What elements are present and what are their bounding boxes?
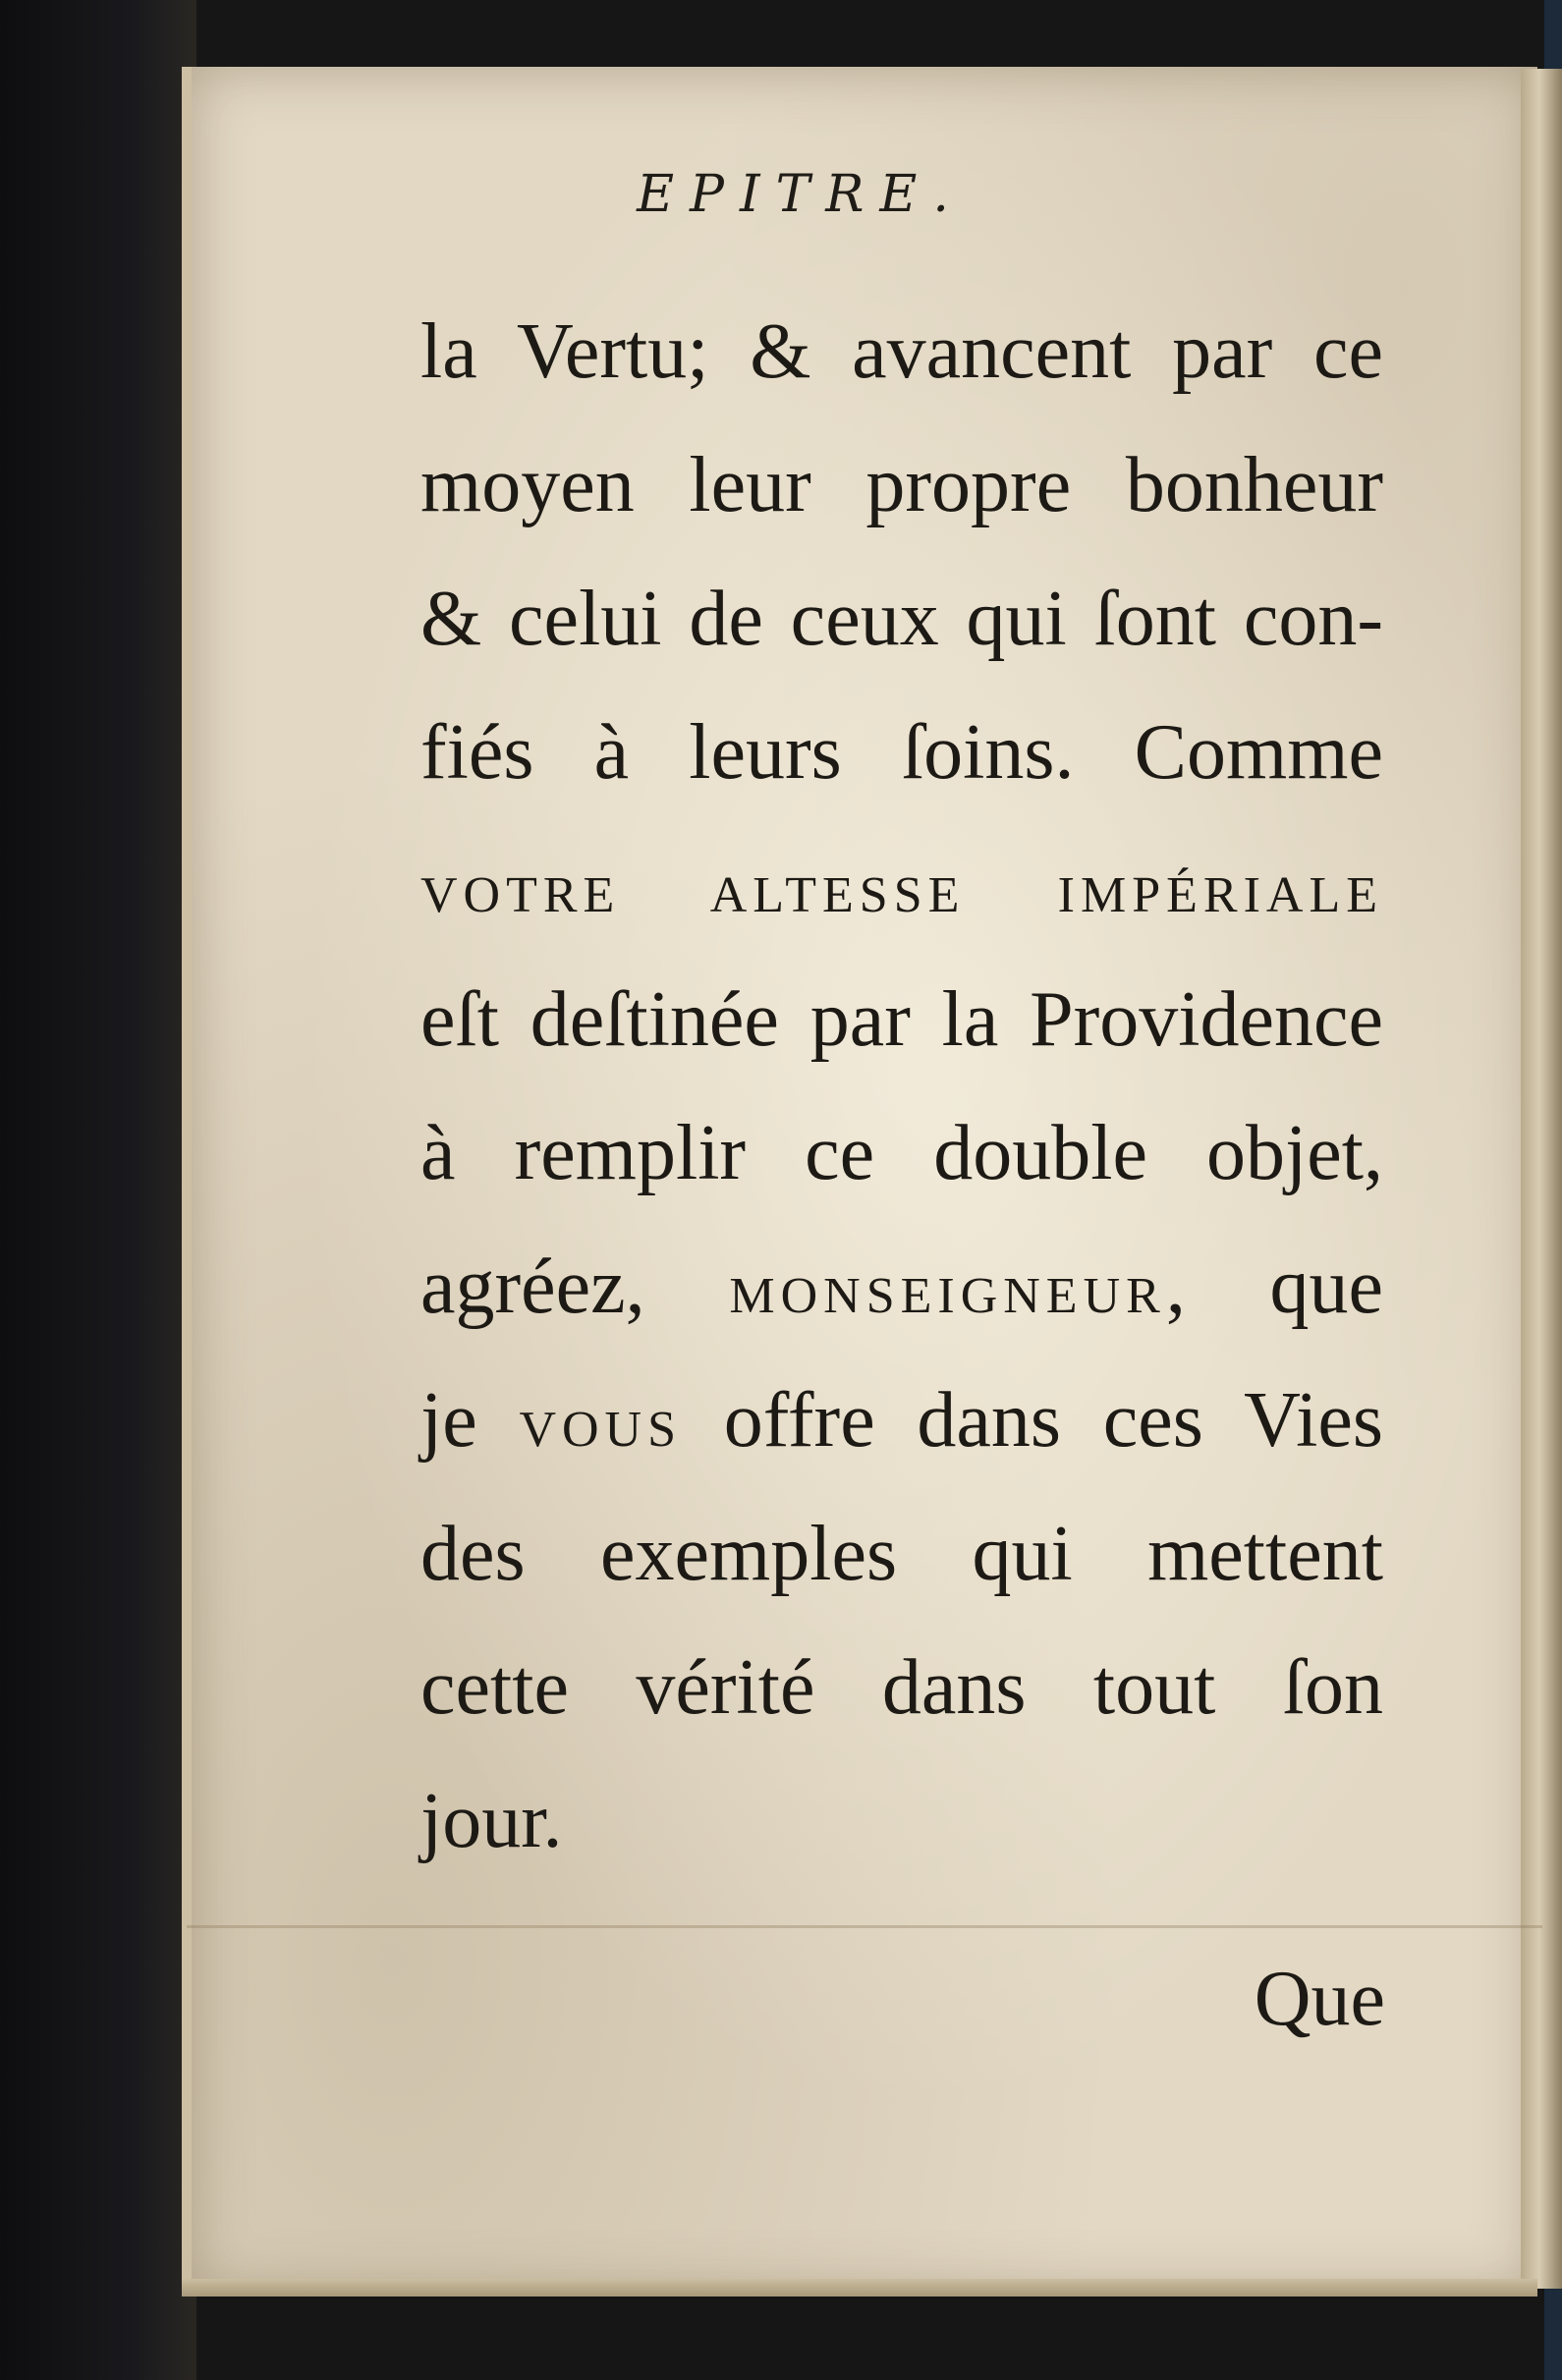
line-text: offre dans ces Vies <box>682 1377 1383 1464</box>
page-gutter <box>1521 69 1562 2289</box>
page-bottom-edge <box>182 2279 1537 2297</box>
line-text: moyen leur propre bonheur <box>420 442 1383 528</box>
line-text: fiés à leurs ſoins. Comme <box>420 709 1383 796</box>
text-line <box>420 953 1383 1086</box>
line-text: cette vérité dans tout ſon <box>420 1644 1383 1731</box>
text-line <box>420 1487 1383 1621</box>
text-line <box>420 285 1383 418</box>
line-text: jour. <box>420 1778 563 1864</box>
text-line <box>420 1086 1383 1220</box>
text-line <box>420 686 1383 819</box>
text-line <box>420 1354 1383 1487</box>
running-header: EPITRE. <box>637 165 965 224</box>
line-text: , que <box>1165 1244 1383 1330</box>
text-line <box>420 1220 1383 1354</box>
small-caps-text: VOUS <box>519 1402 683 1458</box>
line-text: & celui de ceux qui ſont con- <box>420 576 1383 662</box>
body-text <box>420 285 1383 1888</box>
line-text: eſt deſtinée par la Providence <box>420 976 1383 1063</box>
small-caps-text: MONSEIGNEUR <box>729 1268 1166 1324</box>
small-caps-text: VOTRE ALTESSE IMPÉRIALE <box>420 867 1383 923</box>
catchword: Que <box>1254 1956 1385 2042</box>
page-crease <box>187 1925 1542 1928</box>
text-line <box>420 819 1383 953</box>
line-text: la Vertu; & avancent par ce <box>420 308 1383 395</box>
text-line <box>420 552 1383 686</box>
text-line <box>420 1754 1383 1888</box>
line-text: je <box>420 1377 520 1464</box>
text-line <box>420 1621 1383 1754</box>
text-line <box>420 418 1383 552</box>
left-background <box>0 0 196 2380</box>
line-text: à remplir ce double objet, <box>420 1110 1383 1196</box>
line-text: agréez, <box>420 1244 730 1330</box>
line-text: des exemples qui mettent <box>420 1511 1383 1597</box>
